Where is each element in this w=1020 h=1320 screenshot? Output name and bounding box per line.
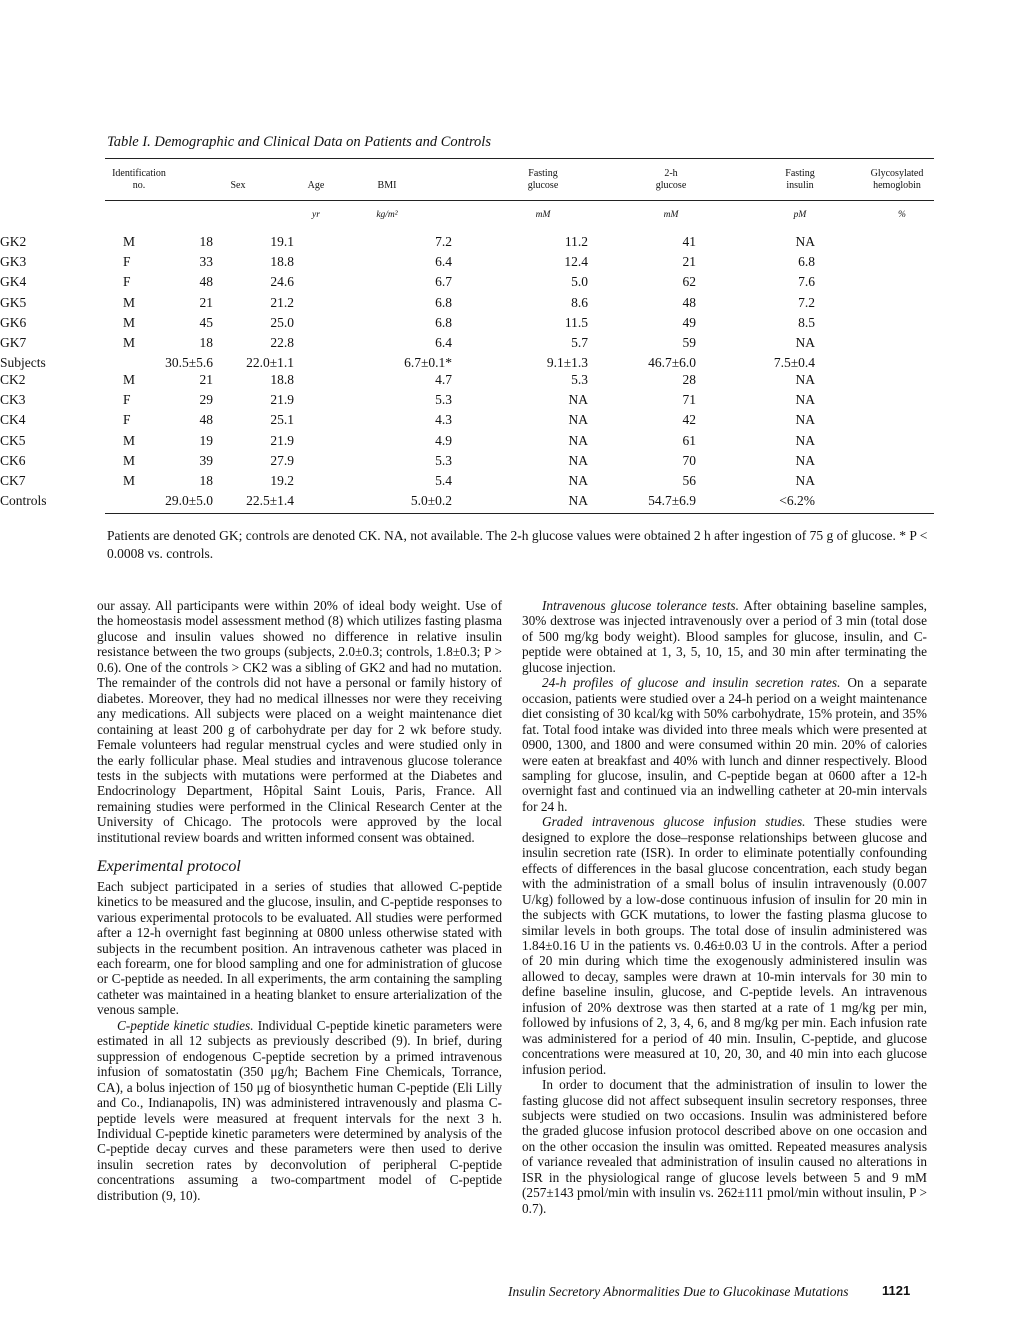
controls-row [0, 372, 829, 392]
subheading-ivgtt: Intravenous glucose tolerance tests. [542, 598, 739, 613]
table-cell: 39 [199, 452, 213, 468]
table-cell: 22.0±1.1 [246, 355, 294, 371]
right-text-column [522, 598, 927, 1216]
running-title: Insulin Secretory Abnormalities Due to Glucokinase Mutations [508, 1284, 849, 1299]
table-cell: NA [568, 432, 588, 448]
table-bottom-rule [105, 513, 934, 514]
table-title: Table I. Demographic and Clinical Data on Patients and Controls [107, 134, 491, 150]
column-header: Age [307, 180, 325, 191]
table-cell: CK4 [0, 412, 26, 428]
table-cell: F [123, 392, 131, 408]
table-cell: 5.3 [435, 452, 452, 468]
column-unit: kg/m² [376, 210, 398, 220]
table-cell: 22.5±1.4 [246, 493, 294, 509]
table-cell: 6.7±0.1* [404, 355, 452, 371]
table-cell: 4.3 [435, 412, 452, 428]
right-paragraph-2-text: On a separate occasion, patients were studied over a 24-h period on a weight maintenance diet consisting of 30 kcal/kg with 50% carbohydrate, 15% protein, and 35% fat. Total food intake was divided into three meals which were presented at 0900, 1300, and 1800 and were consumed within 20 min. 20% of calories were eaten at breakfast and 40% with lunch and dinner respectively. Blood sampling for glucose, insulin, and C-peptide began at 0600 after a 12-h overnight fast and continued via an indwelling catheter at 20-min intervals for 24 h. [522, 675, 927, 814]
left-paragraph-3-text: Individual C-peptide kinetic parameters were estimated in all 12 subjects as previously described (9). In brief, during suppression of endogenous C-peptide secretion by a primed intravenous infusion of somatostatin (350 μg/h; Bachem Fine Chemicals, Torrance, CA), a bolus injection of 150 μg of biosynthetic human C-peptide (Eli Lilly and Co., Indianapolis, IN) was administered intravenously and plasma C-peptide levels were measured at frequent intervals for the next 3 h. Individual C-peptide kinetic parameters were determined by analysis of the C-peptide decay curves and these parameters were then used to derive insulin secretion rates by deconvolution of peripheral C-peptide concentrations assuming a two-compartment model of C-peptide distribution (9, 10). [97, 1017, 502, 1203]
table-cell: 6.8 [798, 254, 815, 270]
table-cell: 56 [682, 472, 696, 488]
right-paragraph-4: In order to document that the administration of insulin to lower the fasting glucose did not affect subsequent insulin secretory responses, three subjects were studied on two occasions. Insulin was administered before the graded glucose infusion protocol described above on one occasion and on the other occasion the insulin was omitted. Repeated measures analysis of variance revealed that administration of insulin caused no alterations in ISR in the physiological range of glucose levels between 5 and 9 mM (257±143 pmol/min with insulin vs. 262±111 pmol/min without insulin, P > 0.7). [522, 1077, 927, 1216]
table-cell: 21.9 [270, 432, 294, 448]
table-cell: F [123, 254, 131, 270]
table-cell: 49 [682, 314, 696, 330]
table-cell: GK6 [0, 314, 27, 330]
patients-row [0, 335, 829, 355]
table-cell: F [123, 274, 131, 290]
table-cell: 7.5±0.4 [773, 355, 815, 371]
table-cell: 45 [199, 314, 213, 330]
table-cell: 5.3 [435, 392, 452, 408]
table-cell: 21 [199, 294, 213, 310]
table-cell: 5.7 [571, 334, 588, 350]
table-cell: 19 [199, 432, 213, 448]
table-cell: GK5 [0, 294, 27, 310]
table-cell: 25.1 [270, 412, 294, 428]
table-cell: 19.1 [270, 234, 294, 249]
table-cell: CK6 [0, 452, 26, 468]
table-cell: 54.7±6.9 [648, 493, 696, 509]
table-cell: 21 [682, 254, 696, 270]
table-cell: 18 [199, 472, 213, 488]
table-cell: 48 [199, 274, 213, 290]
header-rule [105, 200, 934, 201]
table-cell: M [123, 334, 136, 350]
page-number: 1121 [882, 1283, 911, 1298]
table-cell: M [123, 314, 136, 330]
table-units-row [105, 210, 934, 232]
table-cell: GK3 [0, 254, 27, 270]
table-cell: 29.0±5.0 [165, 493, 213, 509]
column-unit: pM [793, 210, 807, 220]
column-header: Fasting insulin [785, 168, 815, 191]
table-cell: 71 [682, 392, 696, 408]
table-cell: F [123, 412, 131, 428]
table-cell: M [123, 234, 136, 249]
table-cell: CK3 [0, 392, 26, 408]
patients-row [0, 254, 829, 274]
table-cell: 61 [682, 432, 696, 448]
table-cell: 62 [682, 274, 696, 290]
table-top-rule [105, 158, 934, 159]
table-cell: 6.8 [435, 314, 452, 330]
column-unit: mM [663, 210, 679, 220]
left-paragraph-2: Each subject participated in a series of studies that allowed C-peptide kinetics to be measured and the glucose, insulin, and C-peptide responses to various experimental protocols to be evaluated. All studies were performed after a 12-h overnight fast beginning at 0800 unless otherwise stated with subjects in the recumbent position. An intravenous catheter was placed in each forearm, one for blood sampling and one for administration of glucose or C-peptide as needed. In all experiments, the arm containing the sampling catheter was maintained in a heating blanket to ensure arterialization of the venous sample. [97, 878, 502, 1018]
table-cell: 9.1±1.3 [546, 355, 588, 371]
right-paragraph-1-text: After obtaining baseline samples, 30% dextrose was injected intravenously over a period of 3 min (total dose of 500 mg/kg body weight). Blood samples for glucose, insulin, and C-peptide were obtained at 1, 3, 5, 10, 15, and 30 min after terminating the glucose injection. [522, 598, 927, 675]
controls-row [0, 412, 829, 432]
table-cell: 46.7±6.0 [648, 355, 696, 371]
section-heading: Experimental protocol [97, 858, 241, 876]
table-cell: NA [795, 412, 815, 428]
subheading-24h-profiles: 24-h profiles of glucose and insulin secretion rates. [542, 675, 841, 691]
controls-row [0, 493, 829, 513]
table-cell: 8.5 [798, 314, 815, 330]
table-footnote: Patients are denoted GK; controls are denoted CK. NA, not available. The 2-h glucose values were obtained 2 h after ingestion of 75 g of glucose. * P < 0.0008 vs. controls. [107, 528, 928, 561]
table-cell: 27.9 [270, 452, 294, 468]
table-cell: 12.4 [564, 254, 588, 270]
controls-row [0, 433, 829, 453]
patients-row [0, 295, 829, 315]
control-rows [0, 372, 829, 513]
controls-row [0, 473, 829, 493]
subheading-graded-infusion: Graded intravenous glucose infusion studies. [542, 814, 806, 830]
table-cell: 24.6 [270, 274, 294, 290]
right-paragraph-1 [522, 598, 927, 675]
table-cell: 21.9 [270, 392, 294, 408]
right-paragraph-3 [522, 814, 927, 1077]
table-cell: 4.7 [435, 372, 452, 387]
table-cell: NA [795, 234, 815, 249]
table-cell: 29 [199, 392, 213, 408]
table-cell: NA [568, 472, 588, 488]
table-cell: M [123, 294, 136, 310]
table-cell: 4.9 [435, 432, 452, 448]
table-cell: M [123, 472, 136, 488]
table-cell: 5.4 [435, 472, 452, 488]
table-cell: 6.7 [435, 274, 452, 290]
table-cell: Controls [0, 493, 47, 509]
table-cell: NA [568, 412, 588, 428]
table-cell: 6.4 [435, 334, 452, 350]
table-cell: 6.4 [435, 254, 452, 270]
table-cell: 22.8 [270, 334, 294, 350]
table-cell: 19.2 [270, 472, 294, 488]
table-cell: 5.0±0.2 [410, 493, 452, 509]
table-cell: NA [795, 452, 815, 468]
table-cell: 5.3 [571, 372, 588, 387]
left-paragraph-1: our assay. All participants were within 20% of ideal body weight. Use of the homeostasis model assessment method (8) which utilizes fasting plasma glucose and insulin values showed no difference in relative insulin resistance between the two groups (subjects, 2.0±0.3; controls, 1.8±0.3; P > 0.6). One of the controls > CK2 was a sibling of GK2 and had no mutation. The remainder of the controls did not have a personal or family history of diabetes. Moreover, they had no medical illnesses nor were they receiving any medications. All subjects were placed on a weight maintenance diet containing at least 200 g of carbohydrate per day for 2 wk before study. Female volunteers had regular menstrual cycles and were studied only in the early follicular phase. Meal studies and intravenous glucose tolerance tests in the subjects with mutations were performed at the Diabetes and Endocrinology Department, Hôpital Saint Louis, Paris, France. All remaining studies were performed in the Clinical Research Center at the University of Chicago. The protocols were approved by the local institutional review boards and written informed consent was obtained. [97, 598, 502, 845]
column-unit: mM [535, 210, 551, 220]
table-cell: Subjects [0, 355, 46, 371]
table-cell: 21 [199, 372, 213, 387]
column-header: Sex [230, 180, 246, 191]
right-paragraph-3-text: These studies were designed to explore the dose–response relationships between glucose and insulin secretion rate (ISR). In order to eliminate potentially confounding effects of differences in the basal glucose concentration, each study began with the administration of a small bolus of insulin intravenously (0.007 U/kg) followed by a low-dose continuous infusion of insulin for 20 min in the subjects with GCK mutations, to lower the fasting plasma glucose to similar levels in both groups. The total dose of insulin administered was 1.84±0.16 U in the patients vs. 0.46±0.03 U in the controls. After a period of 20 min during which time the exogenously administered insulin was allowed to decay, samples were drawn at 10-min intervals for 30 min to define baseline insulin, glucose, and C-peptide levels. An intravenous infusion of 20% dextrose was then started at a rate of 1 mg/kg per min, followed by infusions of 2, 3, 4, 6, and 8 mg/kg per min. Each infusion rate was administered for a period of 40 min. Insulin, C-peptide, and glucose concentrations were measured at 10, 20, 30, and 40 min into each glucose infusion period. [522, 814, 927, 1077]
patients-row [0, 274, 829, 294]
table-cell: CK5 [0, 432, 26, 448]
table-cell: M [123, 452, 136, 468]
table-cell: 11.2 [564, 234, 588, 249]
controls-row [0, 392, 829, 412]
table-cell: 48 [682, 294, 696, 310]
table-cell: M [123, 372, 136, 387]
table-cell: 28 [682, 372, 696, 387]
table-cell: 7.2 [435, 234, 452, 249]
table-cell: NA [795, 392, 815, 408]
table-cell: GK4 [0, 274, 27, 290]
table-cell: 11.5 [564, 314, 588, 330]
table-cell: GK7 [0, 334, 27, 350]
table-cell: 42 [682, 412, 696, 428]
column-unit: yr [312, 210, 320, 220]
table-cell: NA [795, 472, 815, 488]
table-cell: CK2 [0, 372, 26, 387]
table-cell: 25.0 [270, 314, 294, 330]
column-unit: % [898, 210, 906, 220]
table-cell: 8.6 [571, 294, 588, 310]
table-cell: NA [568, 452, 588, 468]
table-cell: 33 [199, 254, 213, 270]
column-header: Fasting glucose [527, 168, 559, 191]
column-header: Glycosylated hemoglobin [870, 168, 924, 191]
table-cell: M [123, 432, 136, 448]
table-cell: 41 [682, 234, 696, 249]
column-header: Identification no. [112, 168, 166, 191]
subheading-c-peptide: C-peptide kinetic studies. [117, 1017, 254, 1033]
patient-rows [0, 234, 829, 375]
table-cell: 7.6 [798, 274, 815, 290]
table-cell: 6.8 [435, 294, 452, 310]
table-cell: NA [795, 372, 815, 387]
column-header: BMI [377, 180, 397, 191]
table-cell: 48 [199, 412, 213, 428]
table-cell: CK7 [0, 472, 26, 488]
left-paragraph-3 [97, 1018, 502, 1203]
table-cell: NA [795, 432, 815, 448]
table-cell: 18.8 [270, 254, 294, 270]
table-cell: 59 [682, 334, 696, 350]
column-header: 2-h glucose [655, 168, 687, 191]
table-cell: 18 [199, 334, 213, 350]
table-cell: 70 [682, 452, 696, 468]
table-cell: 18 [199, 234, 213, 249]
table-header-row [105, 168, 934, 196]
table-cell: <6.2% [779, 493, 815, 509]
table-cell: GK2 [0, 234, 27, 249]
patients-row [0, 234, 829, 254]
table-cell: 30.5±5.6 [165, 355, 213, 371]
table-cell: 18.8 [270, 372, 294, 387]
controls-row [0, 453, 829, 473]
table-cell: 7.2 [798, 294, 815, 310]
table-cell: 5.0 [571, 274, 588, 290]
table-cell: NA [568, 392, 588, 408]
left-text-column [97, 598, 502, 1203]
right-paragraph-2 [522, 675, 927, 814]
patients-row [0, 315, 829, 335]
table-cell: NA [795, 334, 815, 350]
table-cell: NA [568, 493, 588, 509]
table-cell: 21.2 [270, 294, 294, 310]
